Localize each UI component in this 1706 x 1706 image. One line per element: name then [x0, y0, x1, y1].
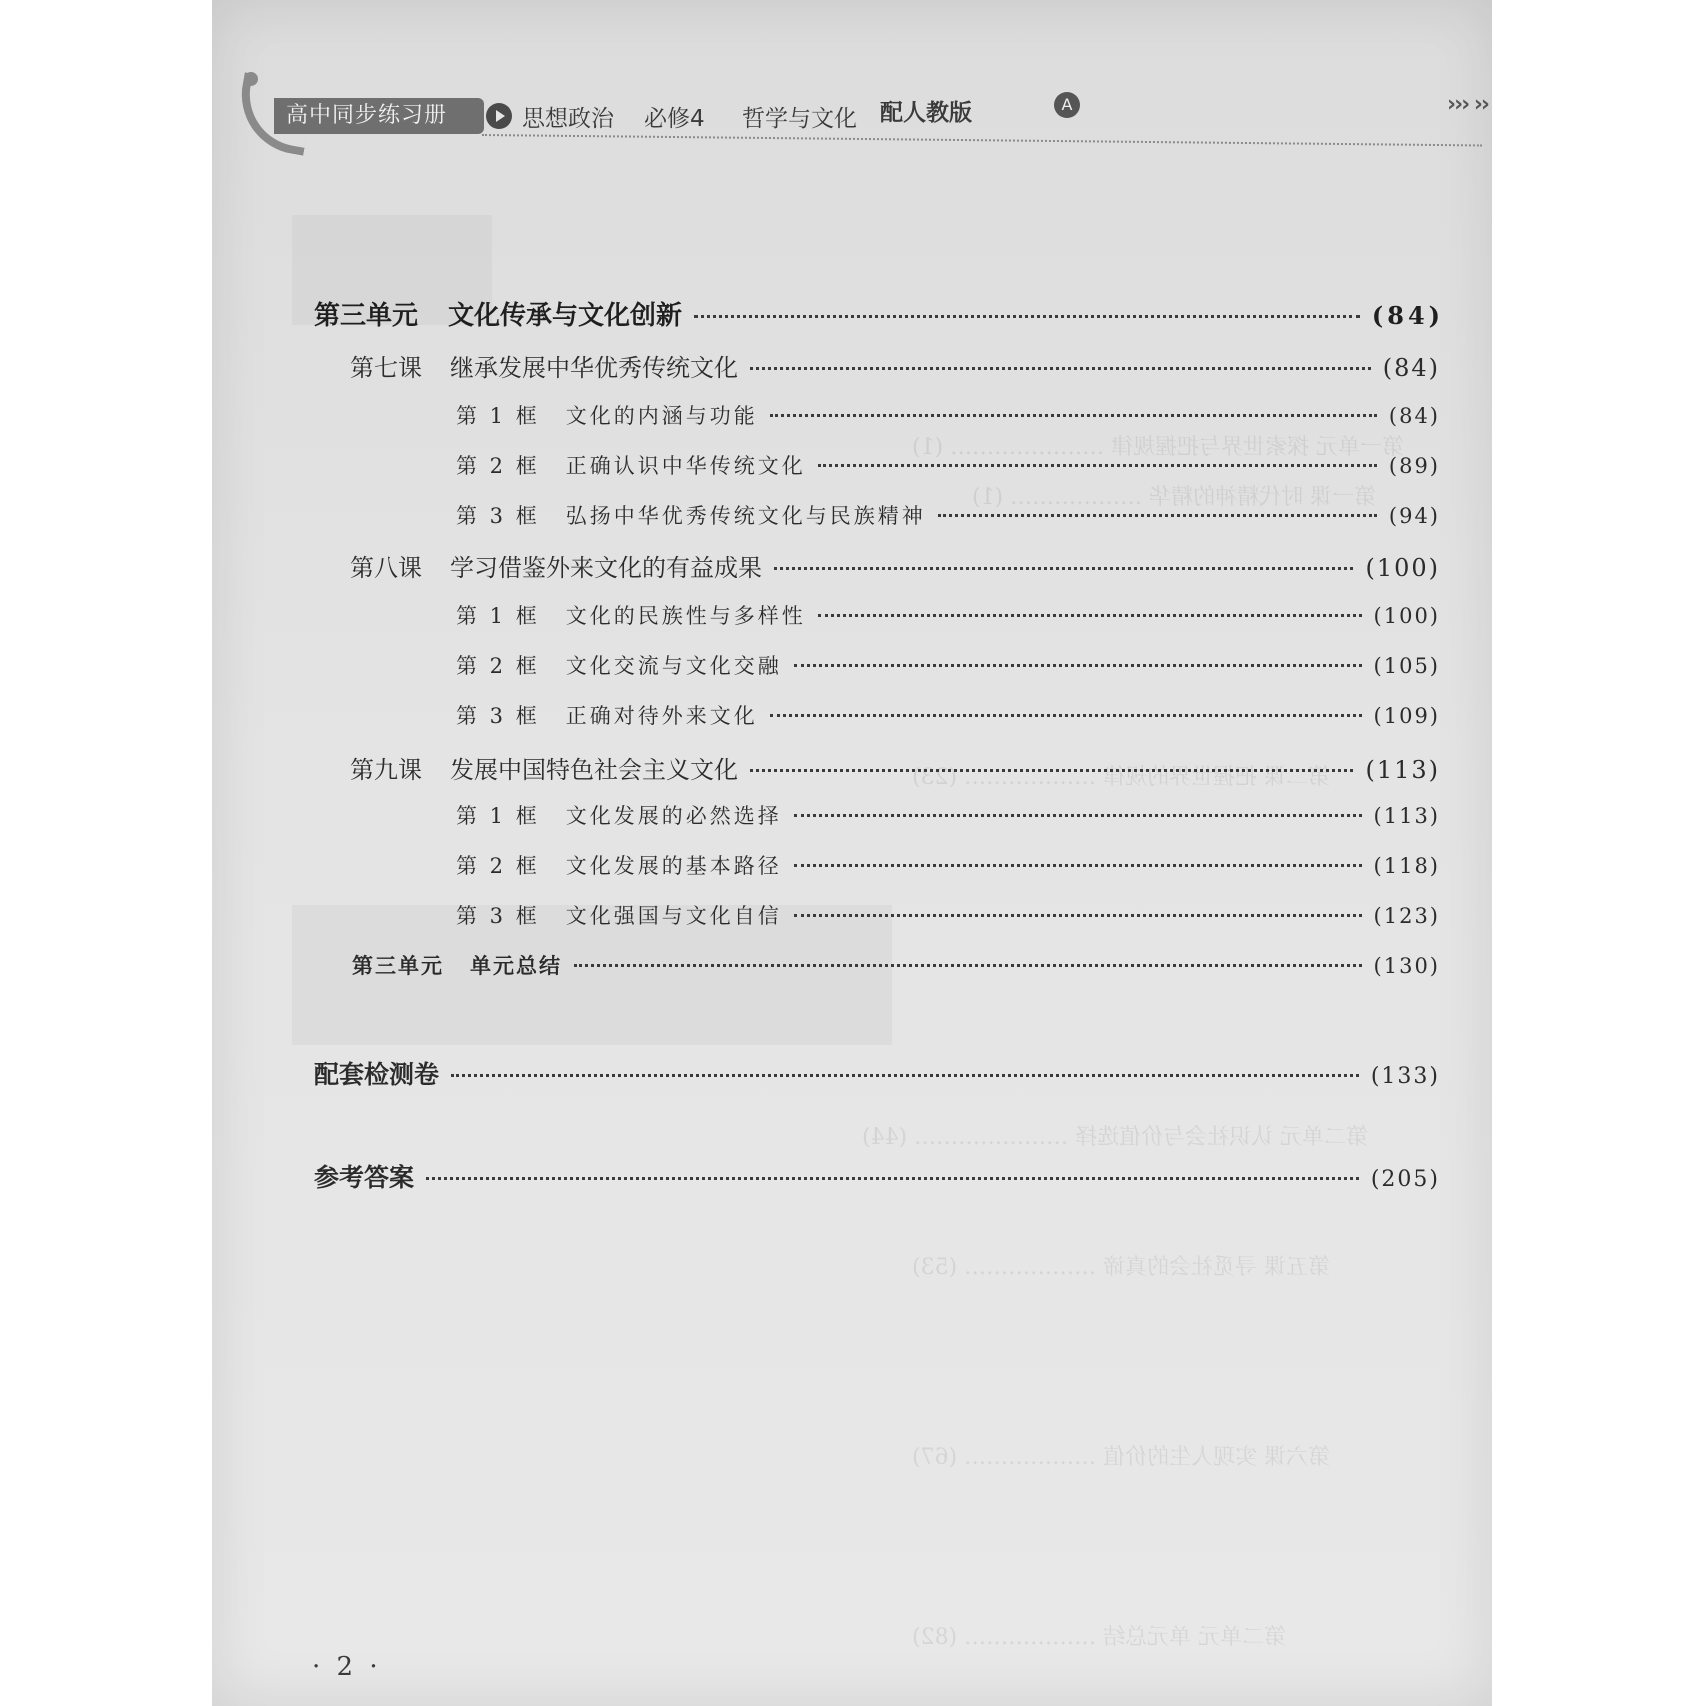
table-of-contents	[212, 0, 1492, 1706]
toc-page: (109)	[1373, 704, 1440, 728]
leader-dots	[794, 814, 1362, 817]
toc-title: 文化发展的基本路径	[565, 854, 782, 878]
leader-dots	[750, 367, 1371, 370]
toc-page: (84)	[1382, 354, 1440, 382]
toc-label: 第 1 框	[456, 604, 540, 628]
toc-tests[interactable]	[314, 1055, 1440, 1091]
book-page	[212, 0, 1492, 1706]
toc-unit-3[interactable]	[314, 295, 1444, 332]
toc-page: (105)	[1373, 654, 1440, 678]
leader-dots	[574, 964, 1362, 967]
leader-dots	[426, 1177, 1359, 1180]
ghost-text: 第一单元 探索世界与把握规律 ………………… (1)	[912, 435, 1405, 460]
toc-label: 第 1 框	[456, 404, 540, 428]
double-chevron-right-icon: ››› ››	[1447, 92, 1488, 117]
toc-page: (84)	[1388, 404, 1440, 428]
leader-dots	[770, 414, 1377, 417]
toc-label: 第三单元	[314, 301, 419, 331]
ghost-text: 第五课 寻觅社会的真谛 ……………… (53)	[912, 1255, 1331, 1280]
leader-dots	[794, 664, 1362, 667]
toc-label: 第 3 框	[456, 704, 540, 728]
toc-page: (100)	[1373, 604, 1440, 628]
subject-label: 思想政治	[522, 106, 614, 132]
leader-dots	[694, 315, 1360, 318]
toc-title: 弘扬中华优秀传统文化与民族精神	[565, 504, 926, 528]
toc-title: 文化传承与文化创新	[448, 301, 683, 331]
toc-frame[interactable]	[456, 900, 1440, 930]
toc-page: (84)	[1371, 301, 1444, 330]
toc-title: 文化发展的必然选择	[565, 804, 782, 828]
leader-dots	[938, 514, 1377, 517]
toc-label: 第 1 框	[456, 804, 540, 828]
toc-page: (133)	[1370, 1064, 1440, 1089]
toc-frame[interactable]	[456, 400, 1440, 430]
toc-title: 文化的内涵与功能	[565, 404, 758, 428]
toc-frame[interactable]	[456, 850, 1440, 880]
ghost-text: 第二单元 认识社会与价值选择 ………………… (44)	[862, 1125, 1369, 1150]
book-label: 哲学与文化	[742, 106, 857, 132]
toc-page: (205)	[1370, 1167, 1440, 1192]
leader-dots	[794, 864, 1362, 867]
edition-badge: A	[1054, 92, 1080, 118]
toc-label: 第八课	[350, 554, 422, 582]
leader-dots	[794, 914, 1362, 917]
toc-lesson-8[interactable]	[350, 548, 1440, 583]
toc-title: 发展中国特色社会主义文化	[450, 756, 738, 784]
toc-label: 第三单元	[352, 954, 444, 978]
toc-title: 配套检测卷	[314, 1060, 440, 1089]
leader-dots	[770, 714, 1362, 717]
page-number: · 2 ·	[312, 1652, 382, 1682]
toc-page: (113)	[1365, 756, 1440, 784]
leader-dots	[818, 614, 1362, 617]
toc-page: (94)	[1388, 504, 1440, 528]
leader-dots	[774, 567, 1353, 570]
series-title: 高中同步练习册	[274, 98, 484, 134]
toc-frame[interactable]	[456, 800, 1440, 830]
toc-label: 第 3 框	[456, 904, 540, 928]
leader-dots	[750, 769, 1353, 772]
edition-label: 配人教版	[880, 100, 972, 126]
toc-page: (123)	[1373, 904, 1440, 928]
toc-label: 第 2 框	[456, 654, 540, 678]
toc-lesson-7[interactable]	[350, 348, 1440, 383]
toc-label: 第 2 框	[456, 854, 540, 878]
toc-title: 正确认识中华传统文化	[565, 454, 806, 478]
ghost-text: 第一课 时代精神的精华 ……………… (1)	[972, 485, 1377, 510]
toc-label: 第 2 框	[456, 454, 540, 478]
toc-label: 第 3 框	[456, 504, 540, 528]
toc-title: 参考答案	[314, 1163, 415, 1192]
toc-title: 单元总结	[470, 954, 562, 978]
toc-frame[interactable]	[456, 500, 1440, 530]
ghost-text: 第二课 把握世界的规律 ……………… (23)	[912, 765, 1331, 790]
toc-page: (118)	[1373, 854, 1440, 878]
toc-unit-3-summary[interactable]	[352, 950, 1440, 980]
toc-title: 学习借鉴外来文化的有益成果	[450, 554, 762, 582]
leader-dots	[818, 464, 1377, 467]
toc-title: 文化的民族性与多样性	[565, 604, 806, 628]
toc-title: 正确对待外来文化	[565, 704, 758, 728]
leader-dots	[451, 1074, 1359, 1077]
module-label: 必修4	[644, 106, 705, 132]
toc-frame[interactable]	[456, 650, 1440, 680]
toc-title: 文化交流与文化交融	[565, 654, 782, 678]
ghost-text: 第六课 实现人生的价值 ……………… (67)	[912, 1445, 1331, 1470]
toc-frame[interactable]	[456, 450, 1440, 480]
toc-lesson-9[interactable]	[350, 750, 1440, 785]
toc-label: 第九课	[350, 756, 422, 784]
toc-frame[interactable]	[456, 600, 1440, 630]
toc-title: 文化强国与文化自信	[565, 904, 782, 928]
toc-page: (100)	[1365, 554, 1440, 582]
toc-page: (130)	[1373, 954, 1440, 978]
toc-answers[interactable]	[314, 1158, 1440, 1194]
toc-page: (113)	[1373, 804, 1440, 828]
toc-label: 第七课	[350, 354, 422, 382]
toc-page: (89)	[1388, 454, 1440, 478]
ghost-text: 第二单元 单元总结 ……………… (82)	[912, 1625, 1287, 1650]
toc-title: 继承发展中华优秀传统文化	[450, 354, 738, 382]
toc-frame[interactable]	[456, 700, 1440, 730]
